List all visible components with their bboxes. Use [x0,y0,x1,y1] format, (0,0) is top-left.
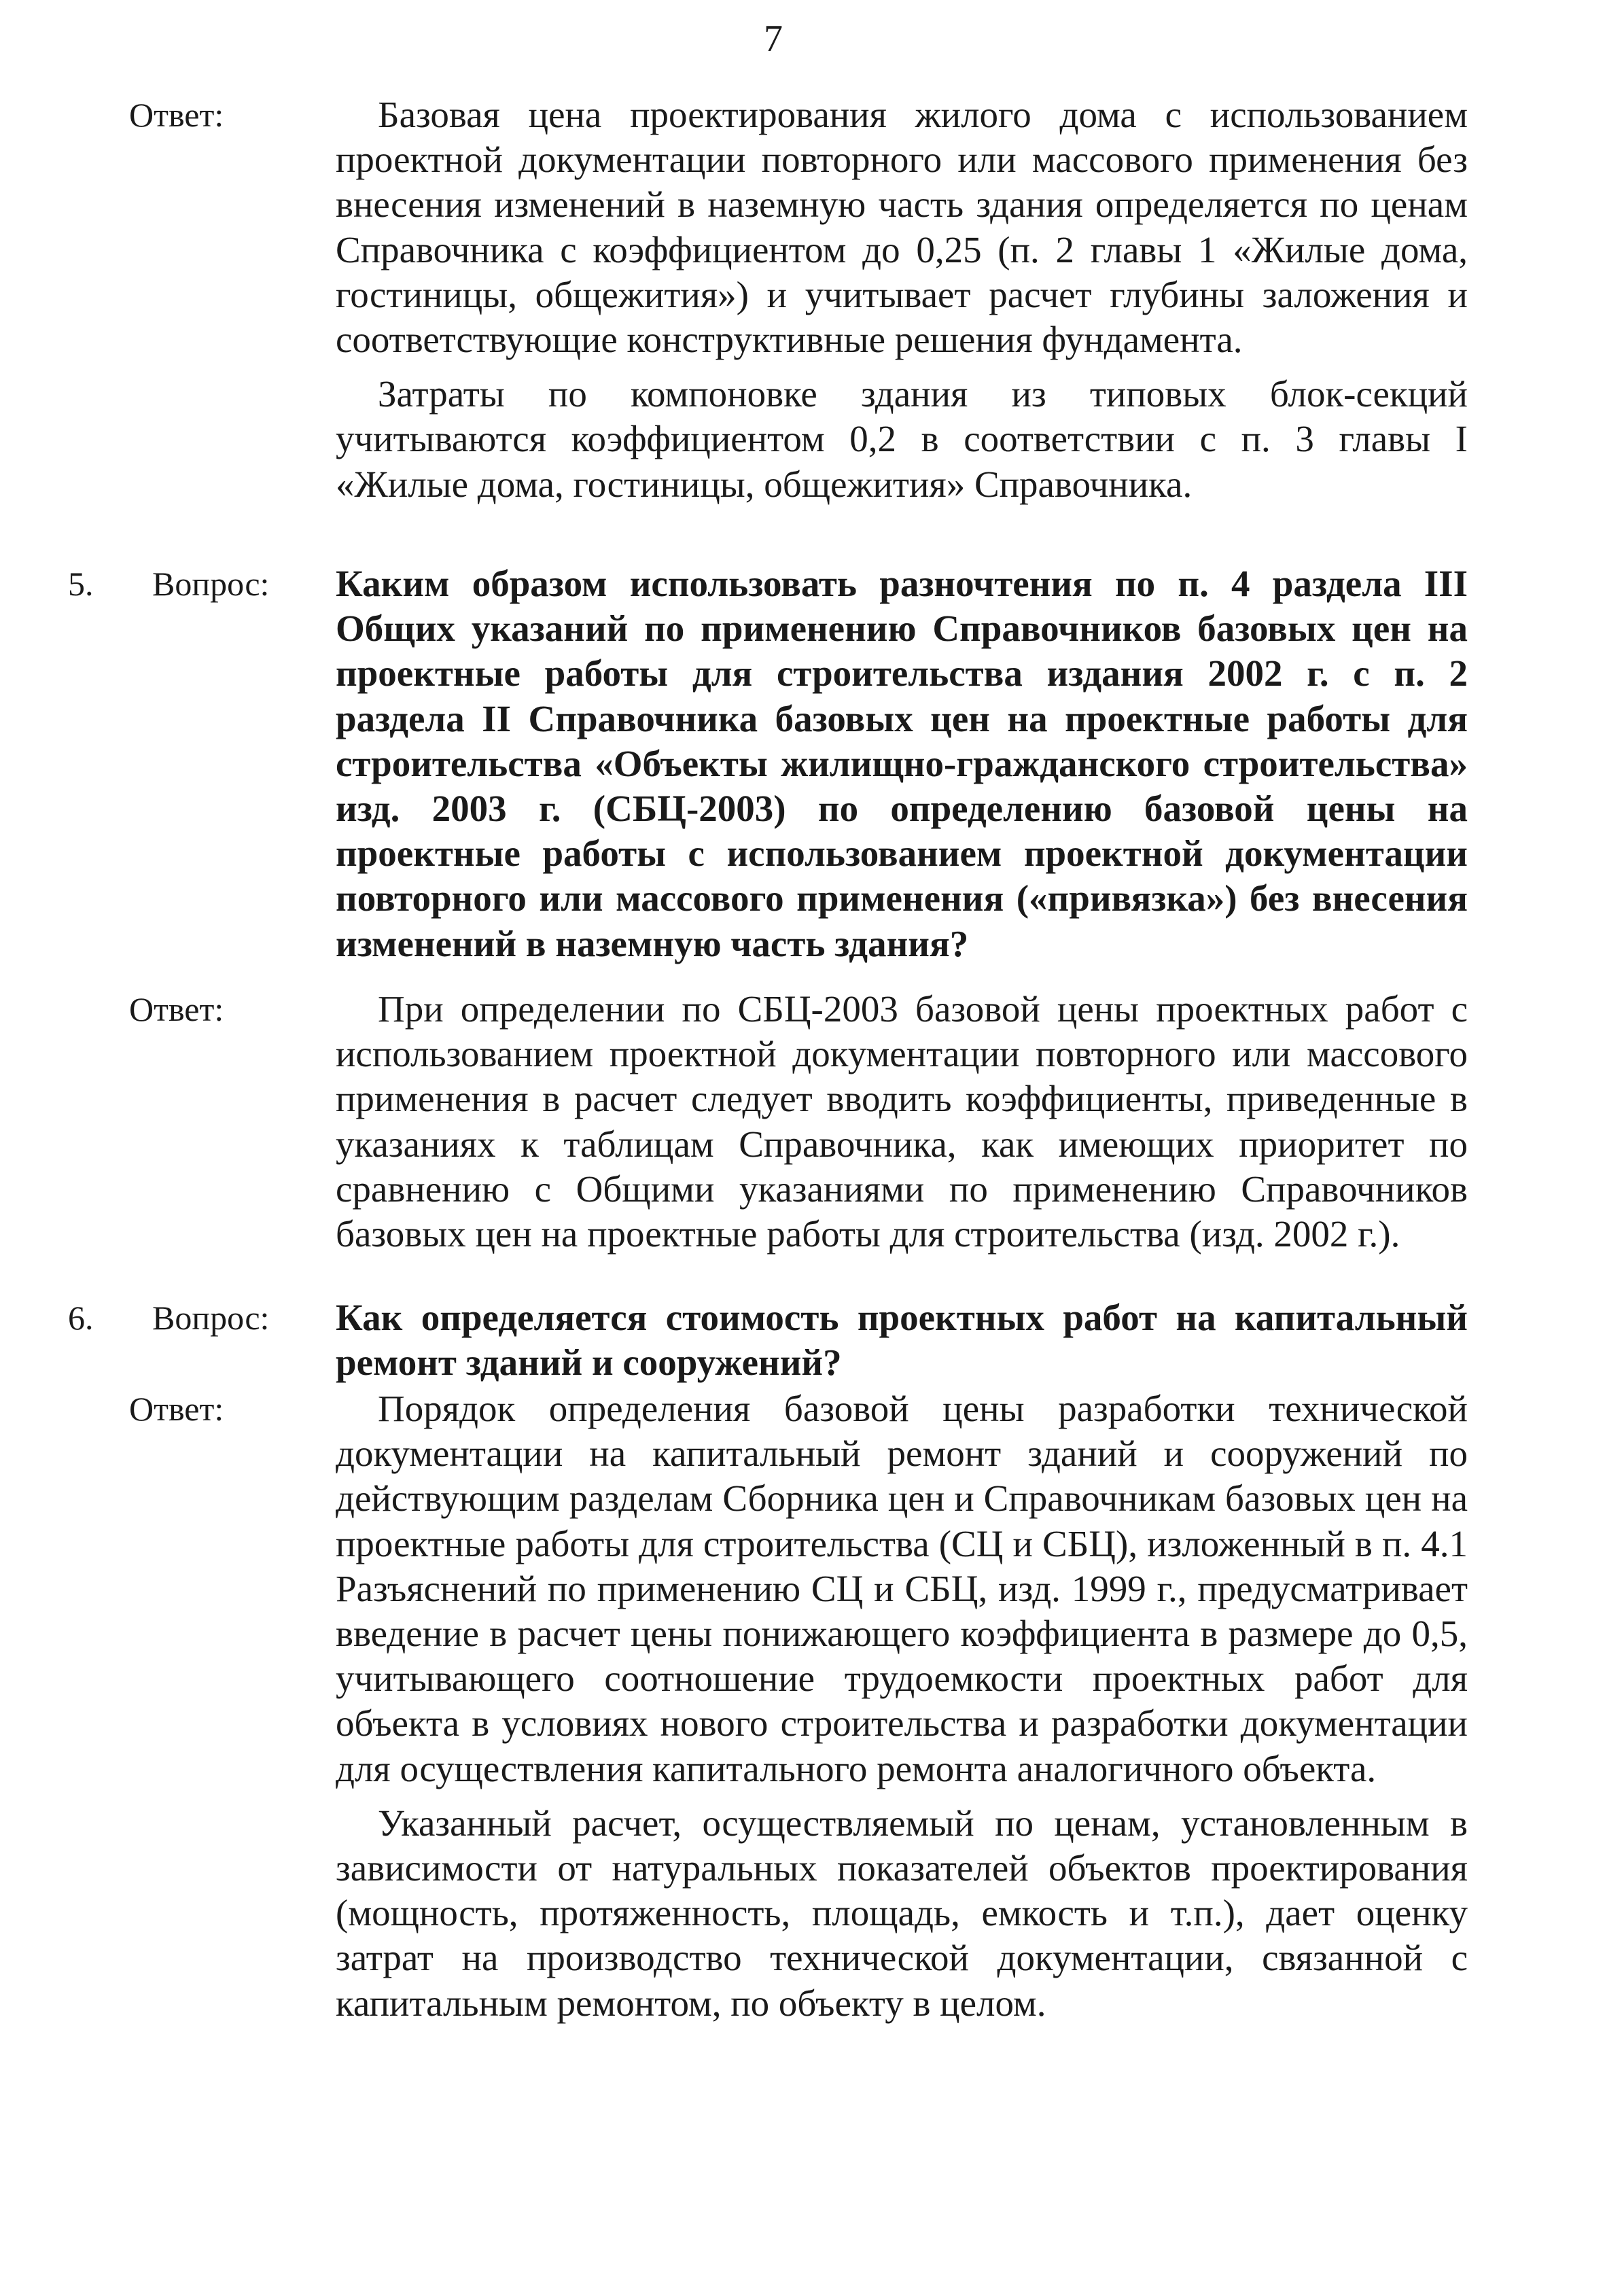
answer-block [61,1386,1468,2026]
page-number: 7 [764,18,783,60]
question-label: Вопрос: [152,565,270,603]
answer-block [61,987,1468,1257]
paragraph: Каким образом использовать разночтения по п. 4 раздела III Общих указаний по применению Справочников базовых цен на проектные работы для строительства издания 2002 г. с п. 2 раздела II Справочника базовых цен на проектные работы для строительства «Объекты жилищно-гражданского строительства» изд. 2003 г. (СБЦ-2003) по определению базовой цены на проектные работы с использованием проектной документации повторного или массового применения («привязка») без внесения изменений в наземную часть здания? [336,563,1468,964]
question-text [336,1295,1468,1385]
paragraph: Указанный расчет, осуществляемый по ценам, установленным в зависимости от натуральных показателей объектов проектирования (мощность, протяженность, площадь, емкость и т.п.), дает оценку затрат на производство технической документации, связанной с капитальным ремонтом, по объекту в целом. [336,1802,1468,2024]
answer-text [336,1386,1468,2026]
answer-text [336,92,1468,507]
paragraph: Порядок определения базовой цены разработки технической документации на капитальный ремонт зданий и сооружений по действующим разделам Сборника цен и Справочникам базовых цен на проектные работы для строительства (СЦ и СБЦ), изложенный в п. 4.1 Разъяснений по применению СЦ и СБЦ, изд. 1999 г., предусматривает введение в расчет цены понижающего коэффициента в размере до 0,5, учитывающего соотношение трудоемкости проектных работ для объекта в условиях нового строительства и разработки документации для осуществления капитального ремонта аналогичного объекта. [336,1388,1468,1789]
answer-label: Ответ: [129,96,224,134]
answer-block [61,92,1468,507]
question-number: 6. [68,1299,94,1337]
answer-text [336,987,1468,1257]
answer-label: Ответ: [129,990,224,1028]
paragraph: При определении по СБЦ-2003 базовой цены проектных работ с использованием проектной документации повторного или массового применения в расчет следует вводить коэффициенты, приведенные в указаниях к таблицам Справочника, как имеющих приоритет по сравнению с Общими указаниями по применению Справочников базовых цен на проектные работы для строительства (изд. 2002 г.). [336,988,1468,1255]
paragraph: Как определяется стоимость проектных работ на капитальный ремонт зданий и сооружений? [336,1297,1468,1384]
answer-label: Ответ: [129,1390,224,1428]
paragraph: Затраты по компоновке здания из типовых блок-секций учитываются коэффициентом 0,2 в соответствии с п. 3 главы I «Жилые дома, гостиницы, общежития» Справочника. [336,373,1468,505]
question-block [61,1295,1468,1385]
question-label: Вопрос: [152,1299,270,1337]
question-block [61,561,1468,966]
question-number: 5. [68,565,94,603]
paragraph: Базовая цена проектирования жилого дома с использованием проектной документации повторного или массового применения без внесения изменений в наземную часть здания определяется по ценам Справочника с коэффициентом до 0,25 (п. 2 главы 1 «Жилые дома, гостиницы, общежития») и учитывает расчет глубины заложения и соответствующие конструктивные решения фундамента. [336,94,1468,361]
question-text [336,561,1468,966]
